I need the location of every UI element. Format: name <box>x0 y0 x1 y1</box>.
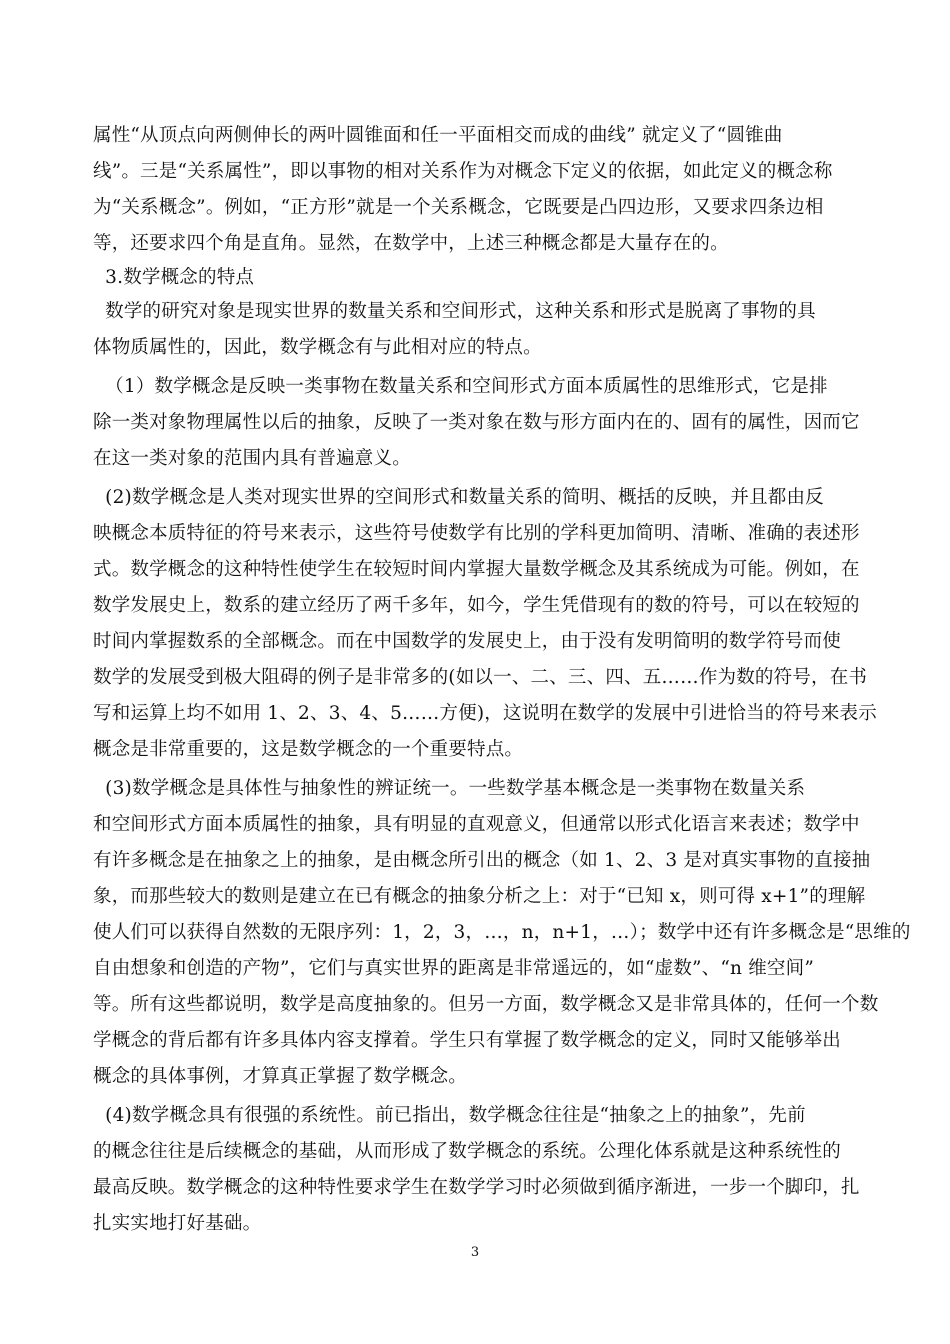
text-line: 映概念本质特征的符号来表示，这些符号使数学有比别的学科更加简明、清晰、准确的表述形 <box>93 523 860 544</box>
text-line: 象，而那些较大的数则是建立在已有概念的抽象分析之上：对于“已知 x，则可得 x+1”的理解 <box>93 886 866 907</box>
text-line: 的概念往往是后续概念的基础，从而形成了数学概念的系统。公理化体系就是这种系统性的 <box>93 1141 842 1162</box>
text-line: （1）数学概念是反映一类事物在数量关系和空间形式方面本质属性的思维形式，它是排 <box>93 376 828 397</box>
text-line: 概念的具体事例，才算真正掌握了数学概念。 <box>93 1066 468 1087</box>
text-line: 使人们可以获得自然数的无限序列：1，2，3，…，n，n+1，…）；数学中还有许多概念是“思维的 <box>93 922 911 943</box>
text-line: 概念是非常重要的，这是数学概念的一个重要特点。 <box>93 739 524 760</box>
text-line: 时间内掌握数系的全部概念。而在中国数学的发展史上，由于没有发明简明的数学符号而使 <box>93 631 842 652</box>
text-line: (4)数学概念具有很强的系统性。前已指出，数学概念往往是“抽象之上的抽象”，先前 <box>93 1105 806 1126</box>
page-number: 3 <box>470 1245 480 1260</box>
text-line: 除一类对象物理属性以后的抽象，反映了一类对象在数与形方面内在的、固有的属性，因而它 <box>93 412 860 433</box>
text-line: 自由想象和创造的产物”，它们与真实世界的距离是非常遥远的，如“虚数”、“n 维空间” <box>93 958 814 979</box>
text-line: 数学的发展受到极大阻碍的例子是非常多的(如以一、二、三、四、五……作为数的符号，在书 <box>93 667 868 688</box>
text-line: 体物质属性的，因此，数学概念有与此相对应的特点。 <box>93 337 542 358</box>
text-line: 学概念的背后都有许多具体内容支撑着。学生只有掌握了数学概念的定义，同时又能够举出 <box>93 1030 842 1051</box>
text-line: (3)数学概念是具体性与抽象性的辨证统一。一些数学基本概念是一类事物在数量关系 <box>93 778 806 799</box>
text-line: 等。所有这些都说明，数学是高度抽象的。但另一方面，数学概念又是非常具体的，任何一个数 <box>93 994 879 1015</box>
text-line: 在这一类对象的范围内具有普遍意义。 <box>93 448 411 469</box>
text-line: 写和运算上均不如用 1、2、3、4、5……方便)，这说明在数学的发展中引进恰当的符号来表示 <box>93 703 877 724</box>
text-line: 等，还要求四个角是直角。显然，在数学中，上述三种概念都是大量存在的。 <box>93 233 729 254</box>
text-line: 数学发展史上，数系的建立经历了两千多年，如今，学生凭借现有的数的符号，可以在较短的 <box>93 595 860 616</box>
text-line: 式。数学概念的这种特性使学生在较短时间内掌握大量数学概念及其系统成为可能。例如，在 <box>93 559 860 580</box>
text-line: 数学的研究对象是现实世界的数量关系和空间形式，这种关系和形式是脱离了事物的具 <box>93 301 816 322</box>
text-line: 和空间形式方面本质属性的抽象，具有明显的直观意义，但通常以形式化语言来表述；数学中 <box>93 814 860 835</box>
text-line: 有许多概念是在抽象之上的抽象，是由概念所引出的概念（如 1、2、3 是对真实事物的直接抽 <box>93 850 871 871</box>
text-line: (2)数学概念是人类对现实世界的空间形式和数量关系的简明、概括的反映，并且都由反 <box>93 487 824 508</box>
text-line: 扎实实地打好基础。 <box>93 1213 262 1234</box>
text-line: 为“关系概念”。例如，“正方形”就是一个关系概念，它既要是凸四边形，又要求四条边相 <box>93 197 824 218</box>
text-line: 最高反映。数学概念的这种特性要求学生在数学学习时必须做到循序渐进，一步一个脚印，扎 <box>93 1177 860 1198</box>
text-line: 线”。三是“关系属性”，即以事物的相对关系作为对概念下定义的依据，如此定义的概念称 <box>93 161 833 182</box>
text-line: 属性“从顶点向两侧伸长的两叶圆锥面和任一平面相交而成的曲线” 就定义了“圆锥曲 <box>93 125 783 146</box>
section-heading: 3.数学概念的特点 <box>93 267 255 288</box>
